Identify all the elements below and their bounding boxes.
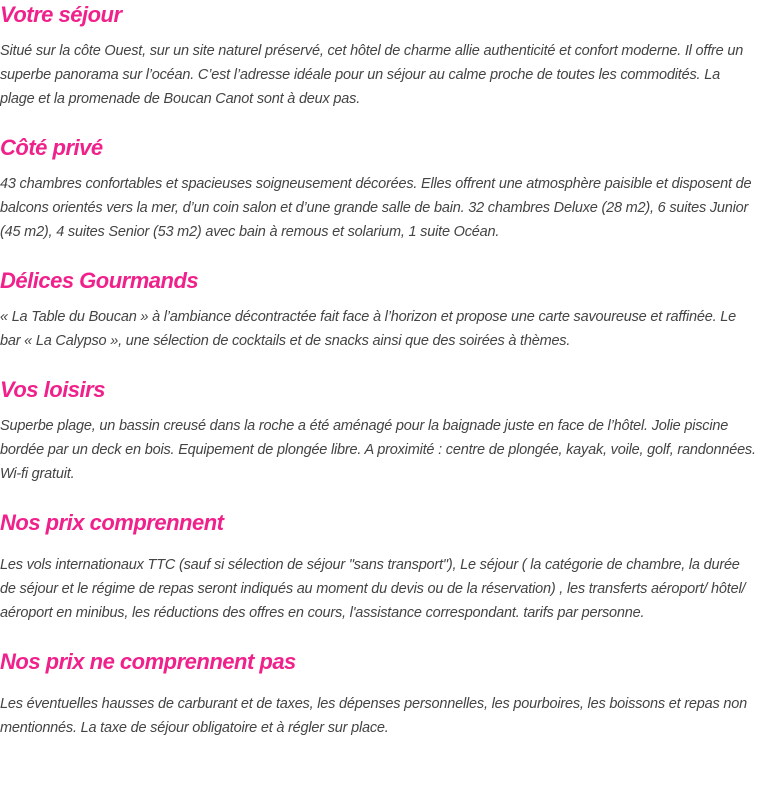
- section-text: Superbe plage, un bassin creusé dans la roche a été aménagé pour la baignade juste en face de l’hôtel. Jolie piscine bordée par un deck en bois. Equipement de plongée libre. A proximité : centre de plongée, kayak, voile, golf, randonnées. Wi-fi gratuit.: [0, 418, 756, 482]
- section-title: Nos prix comprennent: [0, 510, 224, 535]
- section-vos-loisirs: [0, 375, 758, 486]
- section-text: Les vols internationaux TTC (sauf si sélection de séjour "sans transport"), Le séjour ( la catégorie de chambre, la durée de séjour et le régime de repas seront indiqués au moment du devis ou de la réservation) , les transferts aéroport/ hôtel/ aéroport en minibus, les réductions des offres en cours, l'assistance correspondant. tarifs par personne.: [0, 557, 746, 621]
- section-text: Les éventuelles hausses de carburant et de taxes, les dépenses personnelles, les pourboires, les boissons et repas non mentionnés. La taxe de séjour obligatoire et à régler sur place.: [0, 696, 747, 736]
- section-text: 43 chambres confortables et spacieuses soigneusement décorées. Elles offrent une atmosphère paisible et disposent de balcons orientés vers la mer, d’un coin salon et d’une grande salle de bain. 32 chambres Deluxe (28 m2), 6 suites Junior (45 m2), 4 suites Senior (53 m2) avec bain à remous et solarium, 1 suite Océan.: [0, 176, 752, 240]
- section-prix-ne-comprennent-pas: [0, 647, 758, 740]
- section-votre-sejour: [0, 0, 758, 111]
- section-title: Délices Gourmands: [0, 268, 199, 293]
- section-title: Votre séjour: [0, 2, 122, 27]
- section-delices-gourmands: [0, 266, 758, 353]
- section-title: Vos loisirs: [0, 377, 105, 402]
- section-text: « La Table du Boucan » à l’ambiance décontractée fait face à l’horizon et propose une carte savoureuse et raffinée. Le bar « La Calypso », une sélection de cocktails et de snacks ainsi que des soirées à thèmes.: [0, 309, 737, 349]
- section-title: Nos prix ne comprennent pas: [0, 649, 296, 674]
- section-cote-prive: [0, 133, 758, 244]
- section-title: Côté privé: [0, 135, 103, 160]
- section-text: Situé sur la côte Ouest, sur un site naturel préservé, cet hôtel de charme allie authenticité et confort moderne. Il offre un superbe panorama sur l’océan. C’est l’adresse idéale pour un séjour au calme proche de toutes les commodités. La plage et la promenade de Boucan Canot sont à deux pas.: [0, 43, 744, 107]
- section-prix-comprennent: [0, 508, 758, 625]
